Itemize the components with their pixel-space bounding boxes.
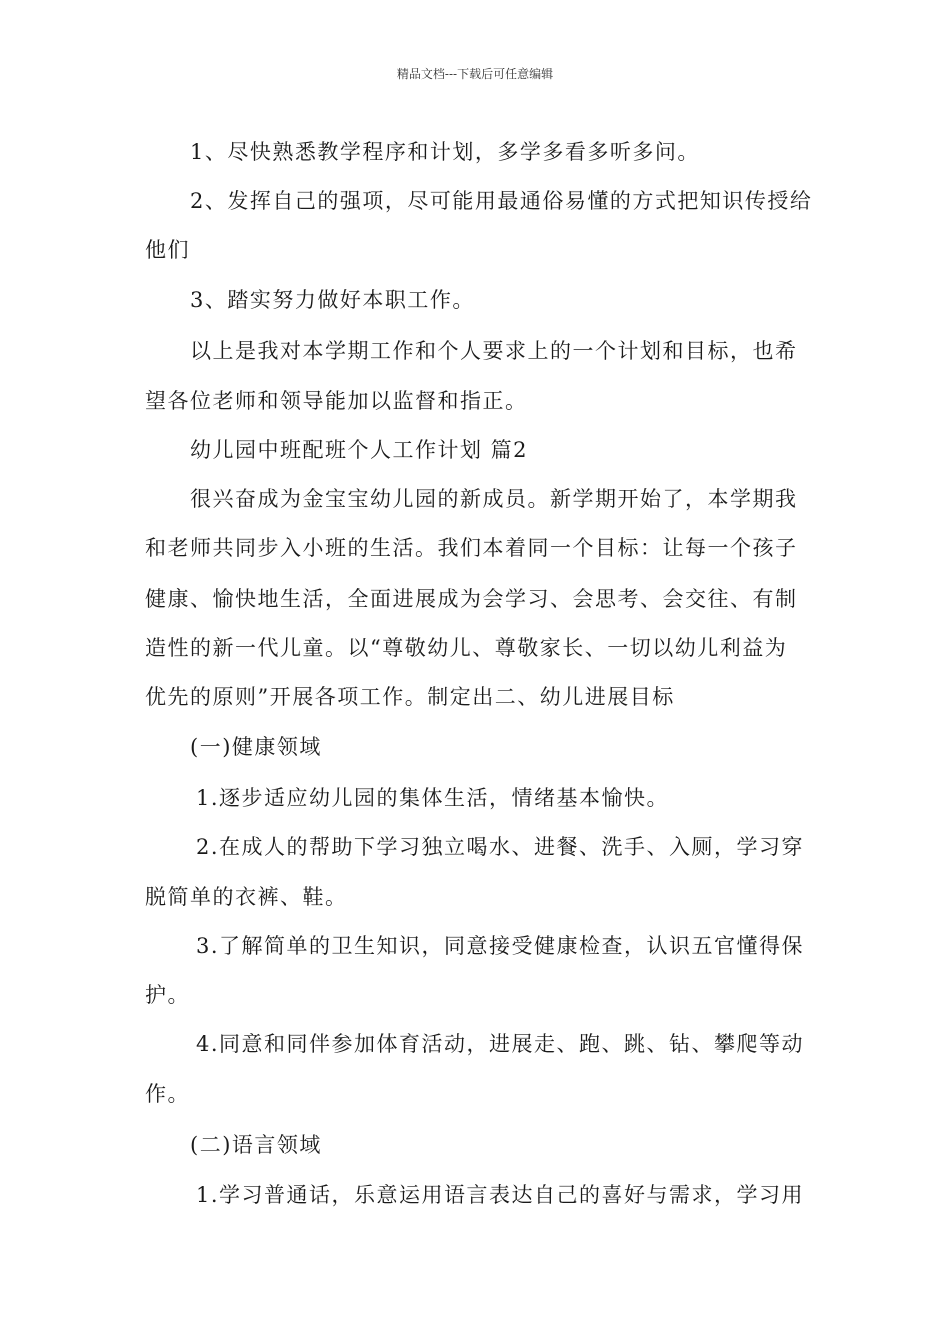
text-line: 1.学习普通话，乐意运用语言表达自己的喜好与需求，学习用 xyxy=(196,1183,805,1207)
text-line: 他们 xyxy=(145,238,190,262)
text-line: 4.同意和同伴参加体育活动，进展走、跑、跳、钻、攀爬等动 xyxy=(196,1032,805,1056)
subsection-heading: (二)语言领域 xyxy=(190,1133,322,1157)
text-line: 1、尽快熟悉教学程序和计划，多学多看多听多问。 xyxy=(190,140,700,164)
section-heading: 幼儿园中班配班个人工作计划 篇2 xyxy=(190,438,529,462)
text-line: 护。 xyxy=(145,983,190,1007)
text-line: 脱简单的衣裤、鞋。 xyxy=(145,885,348,909)
text-line: 健康、愉快地生活，全面进展成为会学习、会思考、会交往、有制 xyxy=(145,587,798,611)
text-line: 望各位老师和领导能加以监督和指正。 xyxy=(145,389,528,413)
text-line: 优先的原则”开展各项工作。制定出二、幼儿进展目标 xyxy=(145,685,675,709)
text-line: 3、踏实努力做好本职工作。 xyxy=(190,288,475,312)
text-line: 很兴奋成为金宝宝幼儿园的新成员。新学期开始了，本学期我 xyxy=(190,487,798,511)
text-line: 造性的新一代儿童。以“尊敬幼儿、尊敬家长、一切以幼儿利益为 xyxy=(145,636,788,660)
page-header: 精品文档---下载后可任意编辑 xyxy=(396,67,554,81)
text-line: 2、发挥自己的强项，尽可能用最通俗易懂的方式把知识传授给 xyxy=(190,189,813,213)
text-line: 3.了解简单的卫生知识，同意接受健康检查，认识五官懂得保 xyxy=(196,934,805,958)
subsection-heading: (一)健康领域 xyxy=(190,735,322,759)
text-line: 以上是我对本学期工作和个人要求上的一个计划和目标，也希 xyxy=(190,339,798,363)
text-line: 作。 xyxy=(145,1082,190,1106)
text-line: 和老师共同步入小班的生活。我们本着同一个目标：让每一个孩子 xyxy=(145,536,798,560)
text-line: 2.在成人的帮助下学习独立喝水、进餐、洗手、入厕，学习穿 xyxy=(196,835,805,859)
text-line: 1.逐步适应幼儿园的集体生活，情绪基本愉快。 xyxy=(196,786,670,810)
